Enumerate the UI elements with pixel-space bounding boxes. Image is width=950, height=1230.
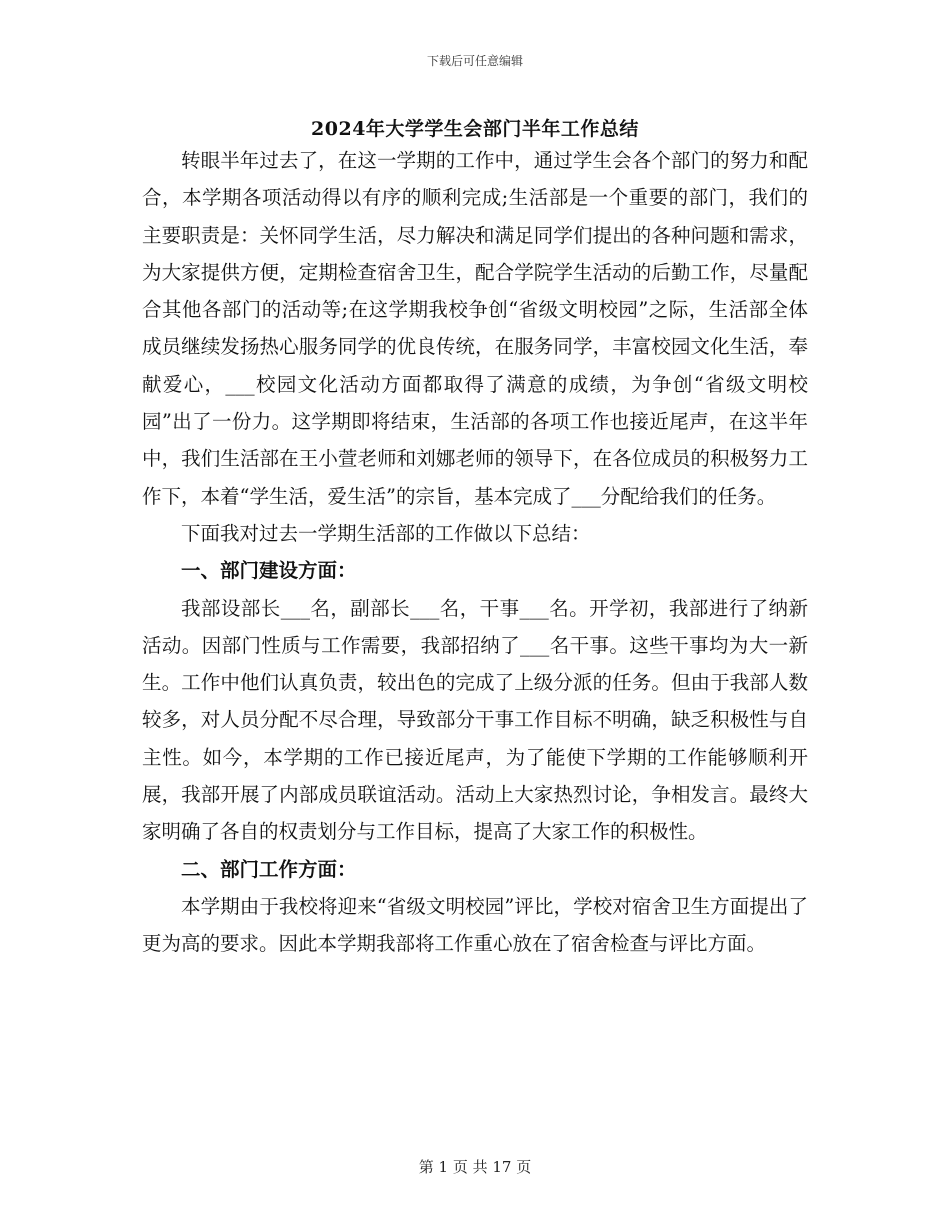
document-title: 2024年大学学生会部门半年工作总结 — [311, 118, 639, 140]
section-heading-department-work: 二、部门工作方面： — [181, 857, 357, 881]
paragraph-summary-lead: 下面我对过去一学期生活部的工作做以下总结： — [181, 521, 591, 545]
document-body — [142, 142, 808, 963]
paragraph-department-building: 我部设部长___名，副部长___名，干事___名。开学初，我部进行了纳新活动。因部门性质与工作需要，我部招纳了___名干事。这些干事均为大一新生。工作中他们认真负责，较出色的完成了上级分派的任务。但由于我部人数较多，对人员分配不尽合理，导致部分干事工作目标不明确，缺乏积极性与自主性。如今，本学期的工作已接近尾声，为了能使下学期的工作能够顺利开展，我部开展了内部成员联谊活动。活动上大家热烈讨论，争相发言。最终大家明确了各自的权责划分与工作目标，提高了大家工作的积极性。 — [142, 596, 808, 844]
paragraph-department-work: 本学期由于我校将迎来“省级文明校园”评比，学校对宿舍卫生方面提出了更为高的要求。因此本学期我部将工作重心放在了宿舍检查与评比方面。 — [142, 894, 808, 956]
paragraph-intro: 转眼半年过去了，在这一学期的工作中，通过学生会各个部门的努力和配合，本学期各项活动得以有序的顺利完成;生活部是一个重要的部门，我们的主要职责是：关怀同学生活，尽力解决和满足同学们提出的各种问题和需求，为大家提供方便，定期检查宿舍卫生，配合学院学生活动的后勤工作，尽量配合其他各部门的活动等;在这学期我校争创“省级文明校园”之际，生活部全体成员继续发扬热心服务同学的优良传统，在服务同学，丰富校园文化生活，奉献爱心，___校园文化活动方面都取得了满意的成绩，为争创“省级文明校园”出了一份力。这学期即将结束，生活部的各项工作也接近尾声，在这半年中，我们生活部在王小萱老师和刘娜老师的领导下，在各位成员的积极努力工作下，本着“学生活，爱生活”的宗旨，基本完成了___分配给我们的任务。 — [142, 149, 808, 508]
page-header: 下载后可任意编辑 — [426, 54, 523, 68]
page-footer: 第 1 页 共 17 页 — [418, 1158, 532, 1176]
section-heading-department-building: 一、部门建设方面： — [181, 559, 357, 583]
